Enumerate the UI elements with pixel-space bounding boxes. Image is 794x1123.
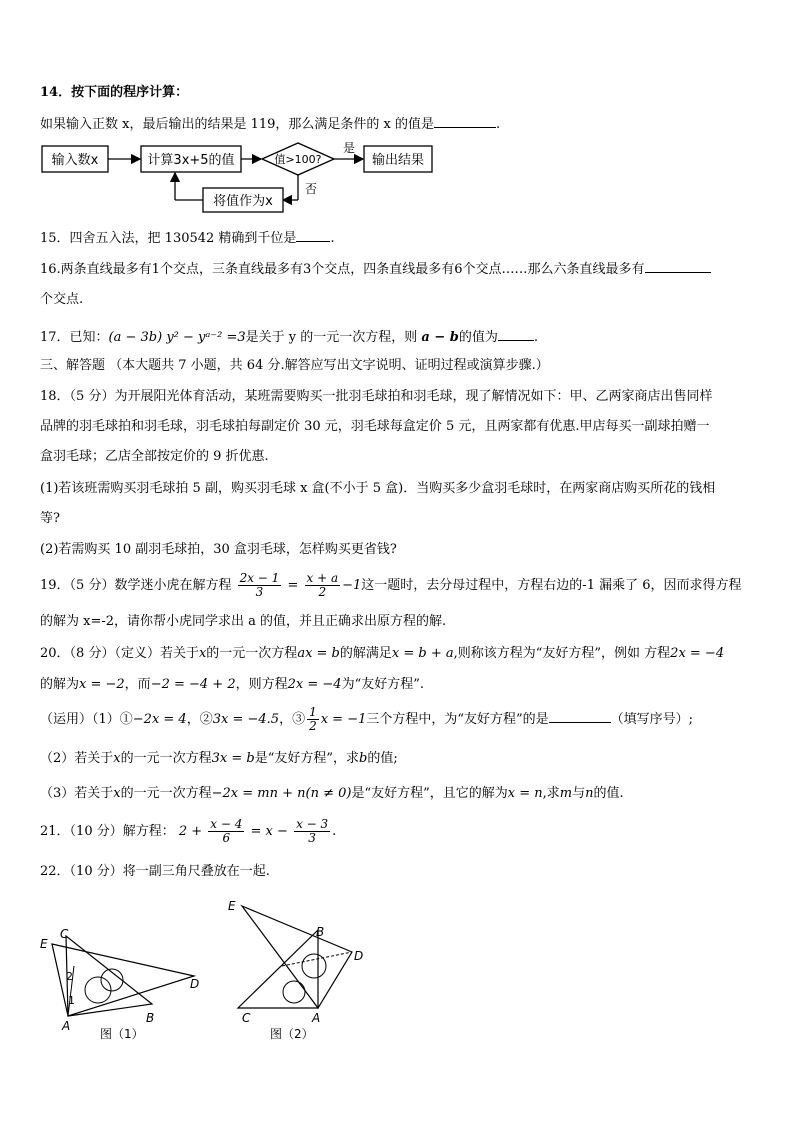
fig2-hole-2: [283, 981, 305, 1003]
answer-blank: [498, 328, 534, 341]
fig2-triangle-small: [238, 930, 318, 1008]
q18-line1: 18．（5 分）为开展阳光体育活动，某班需要购买一批羽毛球拍和羽毛球，现了解情况如下：甲、乙两家商店出售同样: [40, 389, 713, 404]
fig1-label-E: E: [40, 937, 48, 951]
q18-part2: (2)若需购买 10 副羽毛球拍，30 盒羽毛球，怎样购买更省钱?: [40, 542, 397, 557]
q20-fraction-half: $\frac{1}{2}$: [309, 705, 317, 733]
q20-line5: （3）若关于x的一元一次方程−2x = mn + n(n ≠ 0)是“友好方程”，且它的解为x = n,求m与n的值.: [40, 786, 624, 801]
q18-part1-line2: 等?: [40, 511, 60, 526]
fig2-label-D: D: [354, 949, 364, 963]
q22-question: 22．（10 分）将一副三角尺叠放在一起.: [40, 864, 270, 879]
fig1-label-A: A: [62, 1019, 71, 1033]
figure-2-triangles: [222, 896, 382, 1046]
answer-blank: [549, 710, 611, 723]
q15-question: 15．四舍五入法，把 130542 精确到千位是 .: [40, 231, 335, 246]
fig1-angle-1: 1: [68, 994, 75, 1007]
q17-equation: (a − 3b) y² − yᵃ⁻² =3: [108, 330, 246, 345]
q14-question: 如果输入正数 x，最后输出的结果是 119，那么满足条件的 x 的值是 .: [40, 117, 501, 132]
q21-question: 21．（10 分）解方程： 2 + $\frac{x - 4}{6}$ = x − $\frac{x - 3}{3}$ .: [40, 817, 337, 845]
fig2-label-C: C: [242, 1011, 251, 1025]
q21-fraction-right: $\frac{x - 3}{3}$: [296, 817, 329, 845]
q17-expression: a − b: [421, 330, 459, 345]
fig2-triangle-large: [242, 906, 352, 1008]
fig1-triangle-small: [66, 936, 152, 1016]
fig1-label-D: D: [190, 977, 200, 991]
q21-fraction-left: $\frac{x - 4}{6}$: [210, 817, 243, 845]
q19-line2: 的解为 x=-2，请你帮小虎同学求出 a 的值，并且正确求出原方程的解.: [40, 614, 447, 629]
q14-flowchart: [40, 138, 440, 214]
flow-no-label: 否: [305, 182, 318, 196]
figure-1-triangles: [36, 924, 216, 1042]
flow-compute-label: 计算3x+5的值: [147, 153, 235, 168]
flow-yes-label: 是: [343, 141, 356, 155]
q19-fraction-right: $\frac{x + a}{2}$: [306, 571, 339, 599]
fig2-caption: 图（2）: [270, 1027, 314, 1041]
q17-question: 17．已知：(a − 3b) y² − yᵃ⁻² =3是关于 y 的一元一次方程，则 a − b的值为 .: [40, 330, 539, 345]
q19-line1: 19．（5 分）数学迷小虎在解方程 $\frac{2x - 1}{3}$ = $\frac{x + a}{2}$ −1这一题时，去分母过程中，方程右边的-1 漏乘了 6，因而求得方程: [40, 571, 742, 599]
answer-blank: [434, 115, 496, 128]
q20-line3: （运用）（1）①−2x = 4，②3x = −4.5，③ $\frac{1}{2}$ x = −1三个方程中，为“友好方程”的是 （填写序号）;: [40, 705, 694, 733]
flow-input-label: 输入数x: [51, 153, 99, 168]
q20-line4: （2）若关于x的一元一次方程3x = b是“友好方程”，求b的值;: [40, 751, 398, 766]
fig1-label-C: C: [60, 927, 69, 941]
flow-loop-label: 将值作为x: [213, 194, 273, 209]
q19-fraction-left: $\frac{2x - 1}{3}$: [239, 571, 280, 599]
fig2-label-A: A: [312, 1011, 321, 1025]
q16-question-line1: 16.两条直线最多有1个交点，三条直线最多有3个交点，四条直线最多有6个交点……那么六条直线最多有: [40, 260, 756, 279]
fig2-label-B: B: [316, 925, 325, 939]
fig2-label-E: E: [228, 899, 236, 913]
section-heading: 三、解答题 （本大题共 7 小题，共 64 分.解答应写出文字说明、证明过程或演算步骤.）: [40, 358, 549, 373]
q20-line1: 20．（8 分）（定义）若关于x的一元一次方程ax = b的解满足x = b + a,则称该方程为“友好方程”，例如 方程2x = −4: [40, 646, 725, 661]
answer-blank: [645, 260, 711, 273]
q18-part1-line1: (1)若该班需购买羽毛球拍 5 副，购买羽毛球 x 盒(不小于 5 盒)．当购买多少盒羽毛球时，在两家商店购买所花的钱相: [40, 481, 716, 496]
flow-output-label: 输出结果: [371, 153, 425, 168]
q20-line2: 的解为x = −2，而−2 = −4 + 2，则方程2x = −4为“友好方程”.: [40, 677, 424, 692]
q18-line2: 品牌的羽毛球拍和羽毛球，羽毛球拍每副定价 30 元，羽毛球每盒定价 5 元，且两家都有优惠.甲店每买一副球拍赠一: [40, 419, 710, 434]
q16-question-line2: 个交点.: [40, 292, 84, 307]
fig1-angle-2: 2: [66, 970, 73, 983]
fig1-caption: 图（1）: [100, 1027, 144, 1041]
flow-condition-label: 值>100?: [274, 153, 322, 166]
answer-blank: [296, 229, 330, 242]
q18-line3: 盒羽毛球；乙店全部按定价的 9 折优惠.: [40, 449, 269, 464]
fig1-label-B: B: [146, 1011, 155, 1025]
q14-title: 14．按下面的程序计算：: [40, 85, 189, 100]
